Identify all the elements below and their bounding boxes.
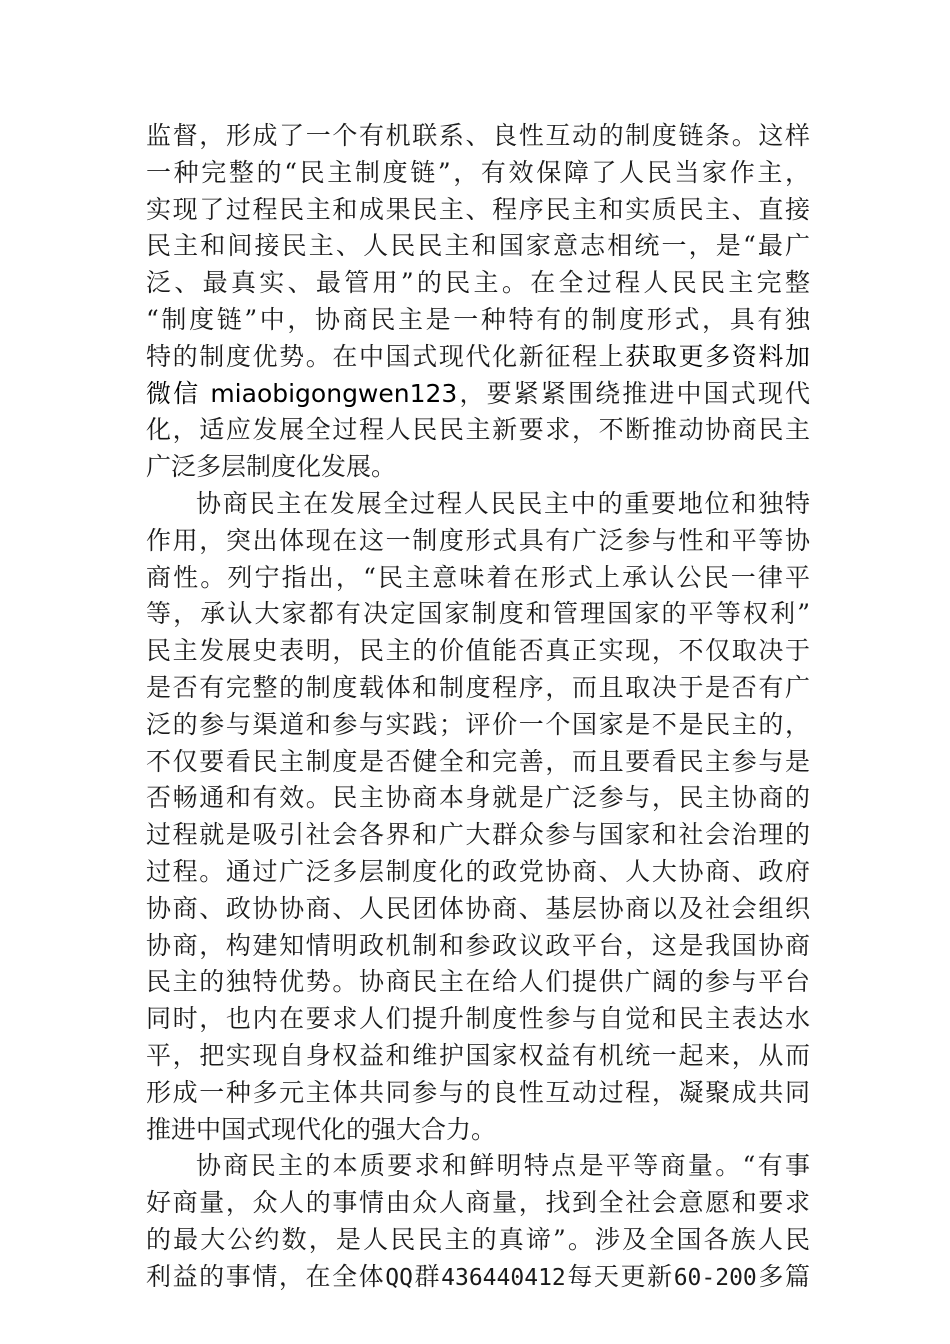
text-line: 同时，也内在要求人们提升制度性参与自觉和民主表达水	[146, 1004, 810, 1034]
text-line: 推进中国式现代化的强大合力。	[146, 1114, 497, 1144]
text-line: 否畅通和有效。民主协商本身就是广泛参与，民主协商的	[146, 783, 810, 813]
text-line: 协商、政协协商、人民团体协商、基层协商以及社会组织	[146, 893, 810, 923]
text-line: 不仅要看民主制度是否健全和完善，而且要看民主参与是	[146, 746, 810, 776]
text-line: 监督，形成了一个有机联系、良性互动的制度链条。这样	[146, 121, 810, 150]
text-segment: 利益的事情，在全体	[146, 1261, 386, 1291]
text-line: “制度链”中，协商民主是一种特有的制度形式，具有独	[146, 304, 810, 334]
text-line: 民主发展史表明，民主的价值能否真正实现，不仅取决于	[146, 636, 810, 666]
text-line: 广泛多层制度化发展。	[146, 452, 397, 482]
text-line: 形成一种多元主体共同参与的良性互动过程，凝聚成共同	[146, 1077, 810, 1107]
paragraph-first-line: 协商民主在发展全过程人民民主中的重要地位和独特	[196, 488, 810, 518]
text-segment: ，要紧紧围绕推进中国式现代	[457, 378, 810, 408]
text-line: 等，承认大家都有决定国家制度和管理国家的平等权利”	[146, 599, 810, 629]
text-line: 协商，构建知情明政机制和参政议政平台，这是我国协商	[146, 930, 810, 960]
text-line: 过程就是吸引社会各界和广大群众参与国家和社会治理的	[146, 820, 810, 850]
paragraph-first-line: 协商民主的本质要求和鲜明特点是平等商量。“有事	[196, 1151, 810, 1181]
ad-wechat-text: 微信 miaobigongwen123	[146, 378, 458, 408]
text-line: 化，适应发展全过程人民民主新要求，不断推动协商民主	[146, 415, 810, 445]
text-line	[146, 339, 810, 376]
text-line: 民主和间接民主、人民民主和国家意志相统一，是“最广	[146, 231, 810, 261]
body-text	[146, 118, 810, 1296]
qq-label: QQ	[385, 1264, 413, 1291]
text-line: 一种完整的“民主制度链”，有效保障了人民当家作主，	[146, 157, 810, 187]
text-segment: 群	[412, 1261, 442, 1291]
text-line: 泛、最真实、最管用”的民主。在全过程人民民主完整	[146, 268, 810, 298]
text-line: 的最大公约数，是人民民主的真谛”。涉及全国各族人民	[146, 1224, 810, 1254]
qq-number: 436440412	[441, 1264, 566, 1291]
text-line: 实现了过程民主和成果民主、程序民主和实质民主、直接	[146, 194, 810, 224]
ad-text: 获取更多资料加	[625, 341, 810, 371]
text-line: 作用，突出体现在这一制度形式具有广泛参与性和平等协	[146, 525, 810, 555]
text-line: 是否有完整的制度载体和制度程序，而且取决于是否有广	[146, 672, 810, 702]
text-line: 平，把实现自身权益和维护国家权益有机统一起来，从而	[146, 1040, 810, 1070]
text-line: 商性。列宁指出，“民主意味着在形式上承认公民一律平	[146, 562, 810, 592]
text-line: 民主的独特优势。协商民主在给人们提供广阔的参与平台	[146, 967, 810, 997]
update-range: 60-200	[673, 1264, 757, 1291]
text-line	[146, 376, 810, 413]
text-segment: 每天更新	[565, 1261, 674, 1291]
text-line	[146, 1259, 810, 1296]
text-line: 过程。通过广泛多层制度化的政党协商、人大协商、政府	[146, 856, 810, 886]
text-segment: 多篇	[756, 1261, 810, 1291]
text-segment: 特的制度优势。在中国式现代化新征程上	[146, 341, 626, 371]
text-line: 好商量，众人的事情由众人商量，找到全社会意愿和要求	[146, 1188, 810, 1218]
text-line: 泛的参与渠道和参与实践；评价一个国家是不是民主的，	[146, 709, 810, 739]
